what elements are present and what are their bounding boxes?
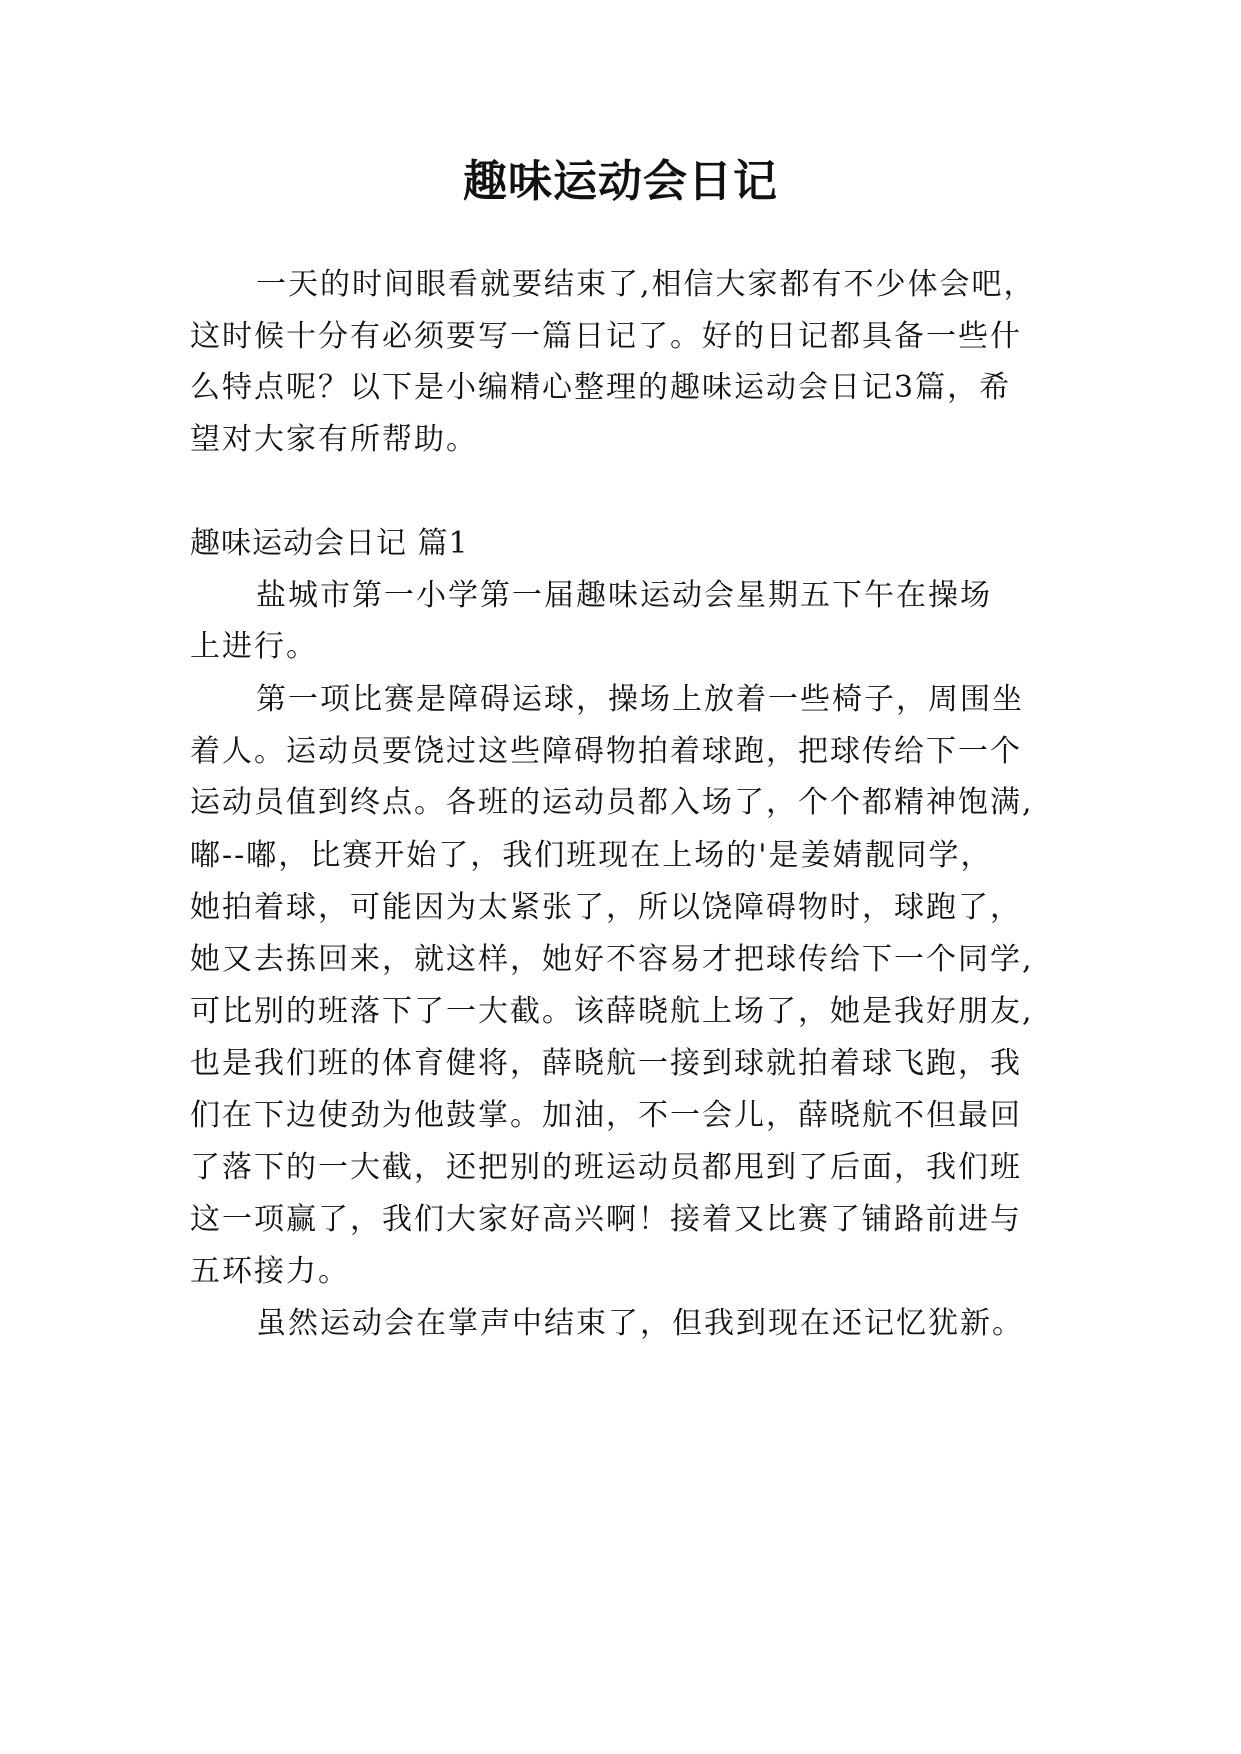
document-title: 趣味运动会日记 xyxy=(463,156,778,207)
para2-line-8: 也是我们班的体育健将，薛晓航一接到球就拍着球飞跑，我 xyxy=(190,1046,1022,1081)
para1-line-2: 上进行。 xyxy=(190,629,318,664)
intro-line-2: 这时候十分有必须要写一篇日记了。好的日记都具备一些什 xyxy=(190,319,1022,354)
intro-line-4: 望对大家有所帮助。 xyxy=(190,422,478,457)
para1-line-1: 盐城市第一小学第一届趣味运动会星期五下午在操场 xyxy=(256,578,992,613)
para2-line-2: 着人。运动员要饶过这些障碍物拍着球跑，把球传给下一个 xyxy=(190,734,1022,769)
para2-line-10: 了落下的一大截，还把别的班运动员都甩到了后面，我们班 xyxy=(190,1150,1022,1185)
para2-line-3: 运动员值到终点。各班的运动员都入场了，个个都精神饱满, xyxy=(190,785,1034,820)
section-heading: 趣味运动会日记 篇1 xyxy=(190,526,469,561)
intro-line-1: 一天的时间眼看就要结束了,相信大家都有不少体会吧， xyxy=(256,267,1036,302)
para2-line-9: 们在下边使劲为他鼓掌。加油，不一会儿，薛晓航不但最回 xyxy=(190,1098,1022,1133)
para3-line-1: 虽然运动会在掌声中结束了，但我到现在还记忆犹新。 xyxy=(256,1306,1024,1341)
para2-line-12: 五环接力。 xyxy=(190,1254,350,1289)
para2-line-6: 她又去拣回来，就这样，她好不容易才把球传给下一个同学, xyxy=(190,942,1034,977)
para2-line-11: 这一项赢了，我们大家好高兴啊！接着又比赛了铺路前进与 xyxy=(190,1202,1022,1237)
para2-line-7: 可比别的班落下了一大截。该薛晓航上场了，她是我好朋友, xyxy=(190,994,1034,1029)
para2-line-5: 她拍着球，可能因为太紧张了，所以饶障碍物时，球跑了， xyxy=(190,890,1022,925)
para2-line-4: 嘟--嘟，比赛开始了，我们班现在上场的'是姜婧靓同学， xyxy=(190,838,993,873)
para2-line-1: 第一项比赛是障碍运球，操场上放着一些椅子，周围坐 xyxy=(256,682,1024,717)
intro-line-3: 么特点呢？以下是小编精心整理的趣味运动会日记3篇，希 xyxy=(190,370,1012,405)
